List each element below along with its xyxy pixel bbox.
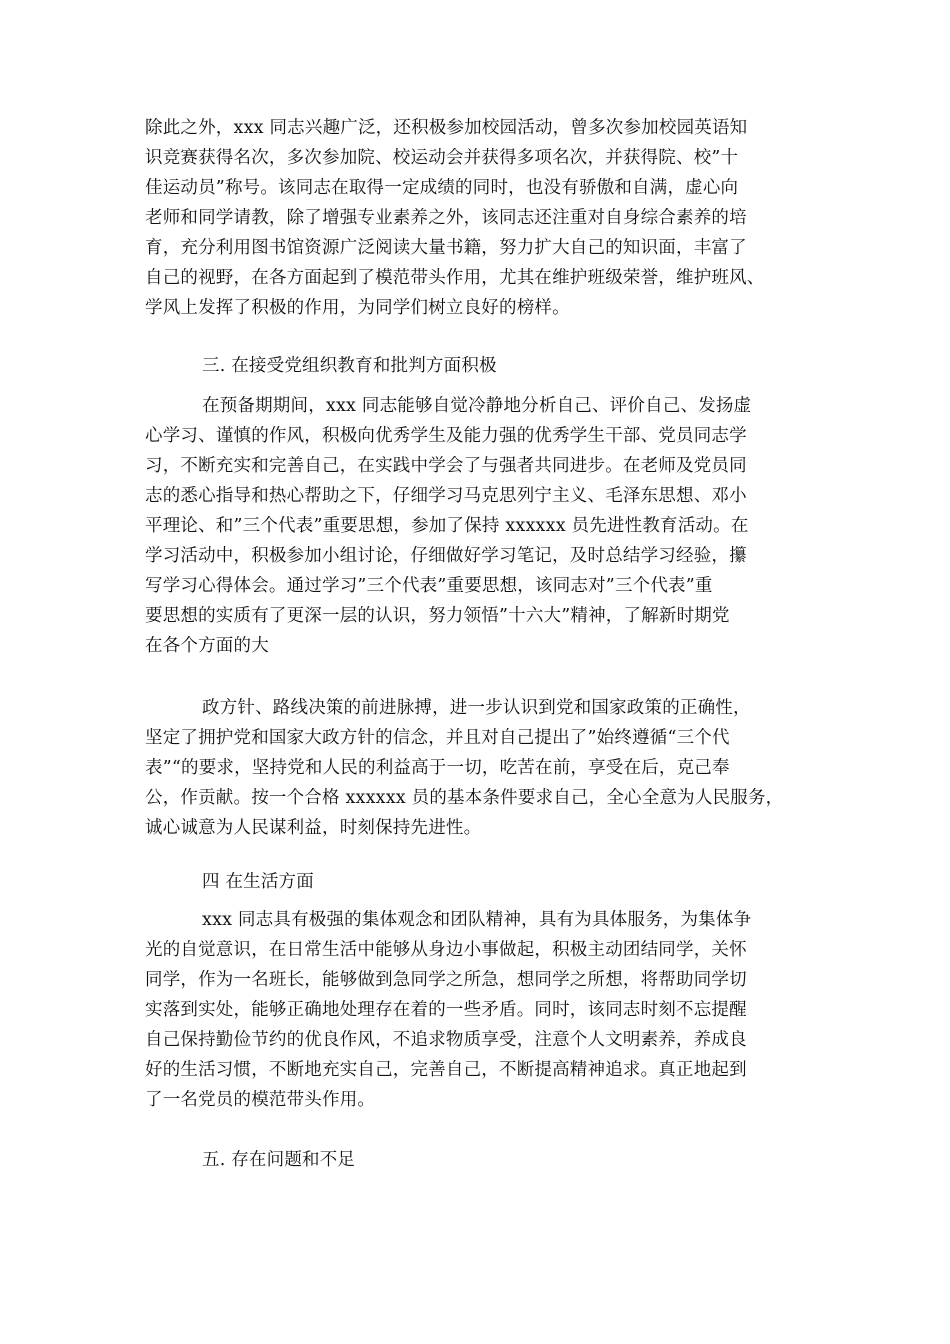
text-line: 政方针、路线决策的前进脉搏，进一步认识到党和国家政策的正确性， xyxy=(202,698,751,718)
text-line: 要思想的实质有了更深一层的认识，努力领悟”十六大”精神，了解新时期党 xyxy=(145,606,730,626)
text-line: 习，不断充实和完善自己，在实践中学会了与强者共同进步。在老师及党员同 xyxy=(145,456,747,476)
text-line: 老师和同学请教，除了增强专业素养之外，该同志还注重对自身综合素养的培 xyxy=(145,208,747,228)
text-line: 佳运动员”称号。该同志在取得一定成绩的同时，也没有骄傲和自满，虚心向 xyxy=(145,178,739,198)
text-line: 识竞赛获得名次，多次参加院、校运动会并获得多项名次，并获得院、校”十 xyxy=(145,148,739,168)
text-line: 诚心诚意为人民谋利益，时刻保持先进性。 xyxy=(145,818,482,838)
text-line: 好的生活习惯，不断地充实自己，完善自己，不断提高精神追求。真正地起到 xyxy=(145,1060,747,1080)
text-line: 写学习心得体会。通过学习”三个代表”重要思想，该同志对”三个代表”重 xyxy=(145,576,713,596)
text-line: 公，作贡献。按一个合格 xxxxxx 员的基本条件要求自己，全心全意为人民服务， xyxy=(145,788,784,808)
text-line: xxx 同志具有极强的集体观念和团队精神，具有为具体服务，为集体争 xyxy=(202,910,752,930)
paragraph-probation xyxy=(145,391,815,661)
text-line: 平理论、和”三个代表”重要思想，参加了保持 xxxxxx 员先进性教育活动。在 xyxy=(145,516,749,536)
heading-text: 三. 在接受党组织教育和批判方面积极 xyxy=(202,356,497,376)
text-line: 心学习、谨慎的作风，积极向优秀学生及能力强的优秀学生干部、党员同志学 xyxy=(145,426,747,446)
text-line: 表”“的要求，坚持党和人民的利益高于一切，吃苦在前，享受在后，克己奉 xyxy=(145,758,730,778)
text-line: 育，充分利用图书馆资源广泛阅读大量书籍，努力扩大自己的知识面，丰富了 xyxy=(145,238,747,258)
text-line: 自己的视野，在各方面起到了模范带头作用，尤其在维护班级荣誉，维护班风、 xyxy=(145,268,765,288)
text-line: 除此之外，xxx 同志兴趣广泛，还积极参加校园活动，曾多次参加校园英语知 xyxy=(145,118,748,138)
text-line: 在各个方面的大 xyxy=(145,636,269,656)
text-line: 志的悉心指导和热心帮助之下，仔细学习马克思列宁主义、毛泽东思想、邓小 xyxy=(145,486,747,506)
heading-text: 五. 存在问题和不足 xyxy=(202,1150,356,1170)
paragraph-life xyxy=(145,905,815,1115)
text-line: 坚定了拥护党和国家大政方针的信念，并且对自己提出了”始终遵循“三个代 xyxy=(145,728,730,748)
text-line: 在预备期期间，xxx 同志能够自觉冷静地分析自己、评价自己、发扬虚 xyxy=(202,396,752,416)
text-line: 同学，作为一名班长，能够做到急同学之所急，想同学之所想，将帮助同学切 xyxy=(145,970,747,990)
text-line: 学风上发挥了积极的作用，为同学们树立良好的榜样。 xyxy=(145,298,570,318)
section-heading-5 xyxy=(145,1145,815,1175)
heading-text: 四 在生活方面 xyxy=(202,872,314,892)
section-heading-4 xyxy=(145,867,815,897)
text-line: 自己保持勤俭节约的优良作风，不追求物质享受，注意个人文明素养，养成良 xyxy=(145,1030,747,1050)
text-line: 实落到实处，能够正确地处理存在着的一些矛盾。同时，该同志时刻不忘提醒 xyxy=(145,1000,747,1020)
section-heading-3 xyxy=(145,351,815,381)
paragraph-policy xyxy=(145,693,815,843)
text-line: 学习活动中，积极参加小组讨论，仔细做好学习笔记，及时总结学习经验，攥 xyxy=(145,546,747,566)
text-line: 了一名党员的模范带头作用。 xyxy=(145,1090,376,1110)
paragraph-extracurricular xyxy=(145,113,815,323)
text-line: 光的自觉意识，在日常生活中能够从身边小事做起，积极主动团结同学，关怀 xyxy=(145,940,747,960)
